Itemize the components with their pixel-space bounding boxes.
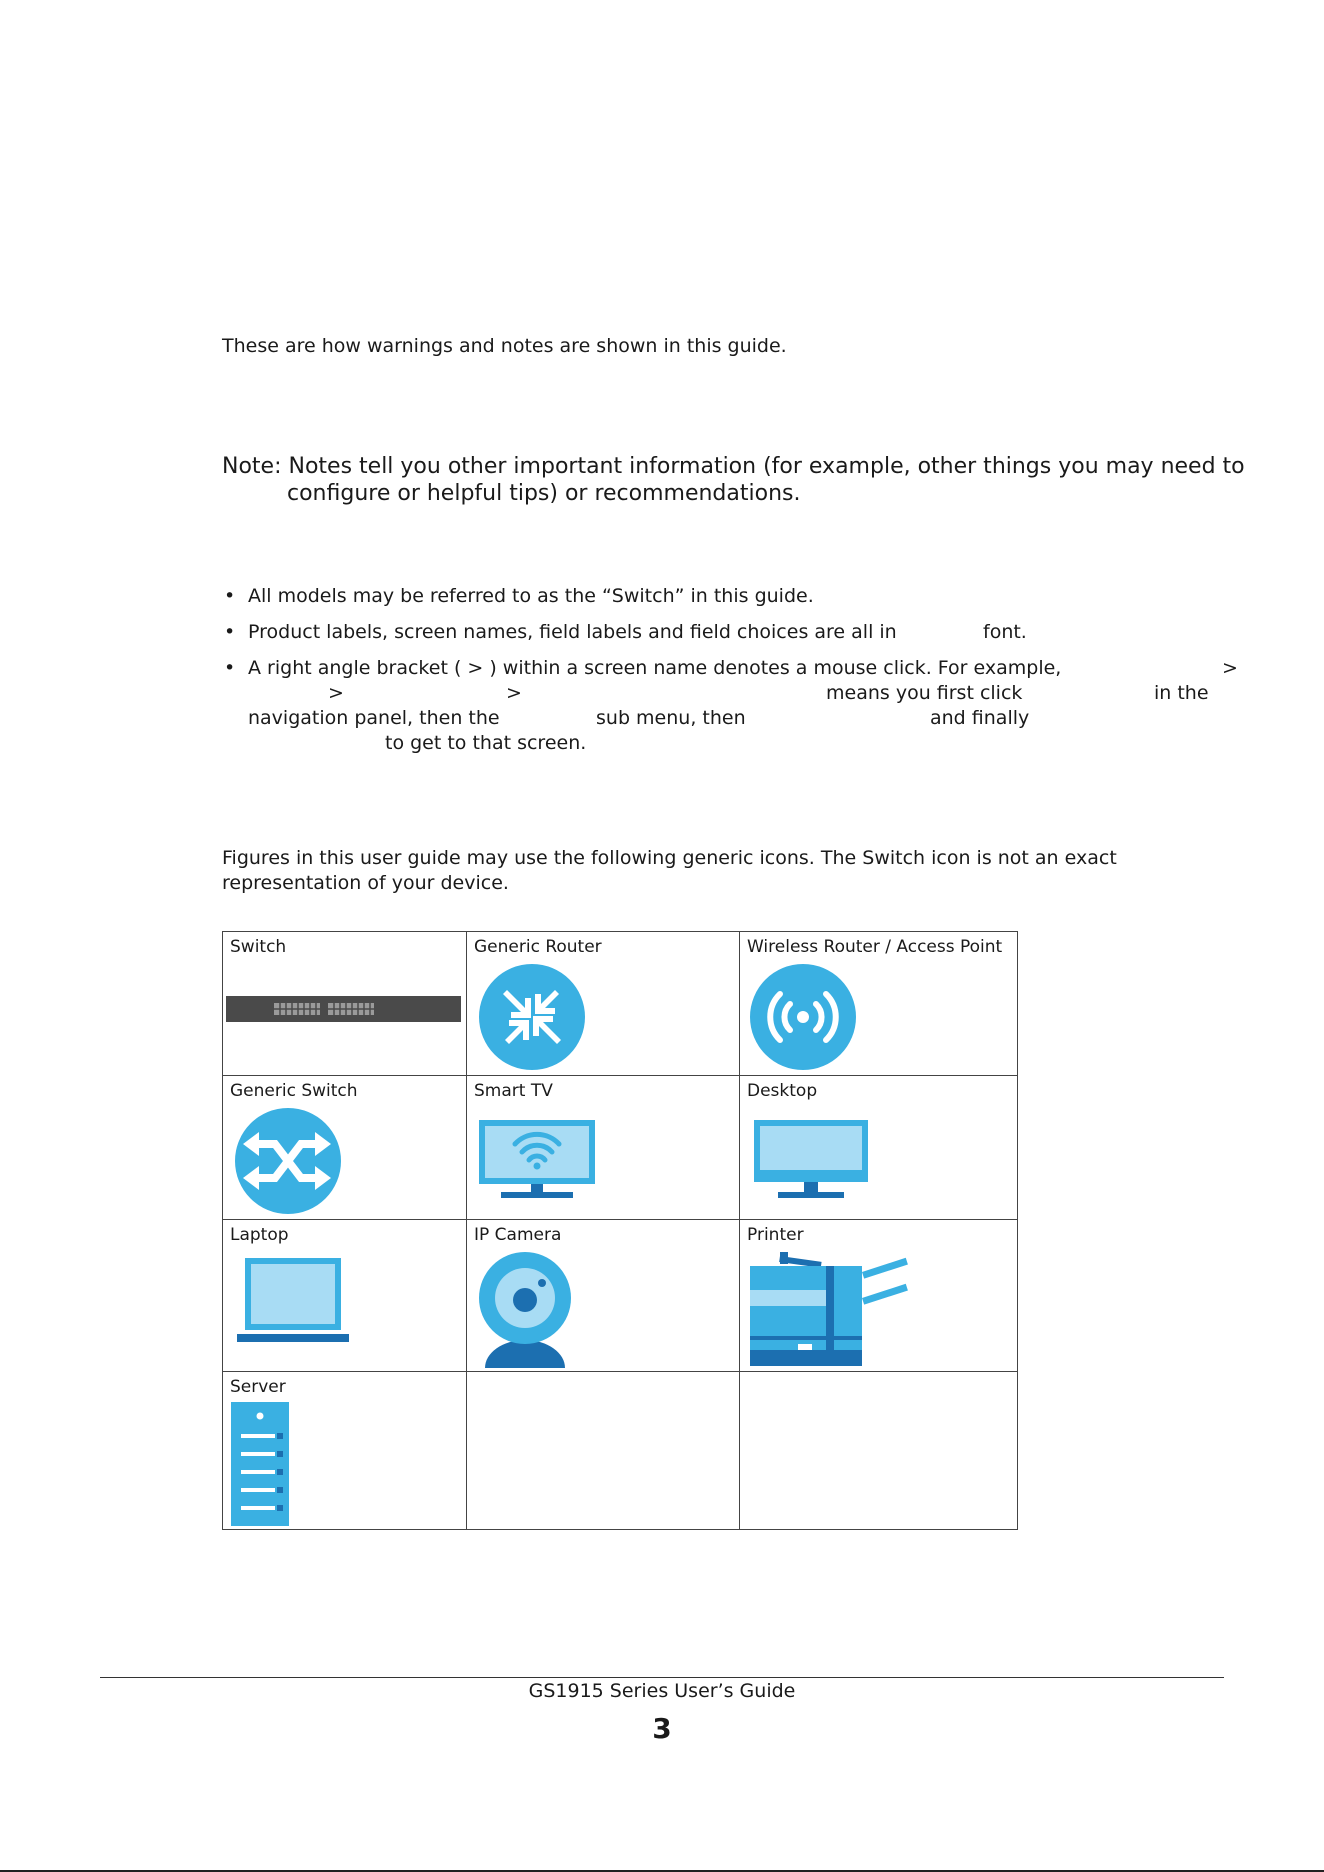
note-line1: Notes tell you other important information (for example, other things you may need to — [288, 454, 1245, 479]
table-cell — [467, 1076, 740, 1220]
figures-intro — [222, 846, 1222, 896]
table-cell — [467, 932, 740, 1076]
switch-icon — [226, 996, 461, 1022]
note-line2: configure or helpful tips) or recommendations. — [287, 481, 801, 506]
cell-label: Laptop — [230, 1225, 289, 1245]
bullet-text: All models may be referred to as the “Switch” in this guide. — [248, 585, 814, 607]
figures-line2: representation of your device. — [222, 872, 509, 894]
table-row — [223, 932, 1018, 1076]
bracket-symbol: > — [1222, 657, 1238, 679]
page-number: 3 — [652, 1712, 672, 1745]
bullet-text: means you first click — [826, 682, 1023, 704]
laptop-icon — [237, 1258, 349, 1344]
figures-line1: Figures in this user guide may use the following generic icons. The Switch icon is not an exact — [222, 847, 1117, 869]
conventions-list — [222, 584, 1238, 767]
table-cell — [467, 1220, 740, 1372]
cell-label: Desktop — [747, 1081, 818, 1101]
bullet-text: and finally — [930, 707, 1030, 729]
bracket-symbol: > — [328, 682, 344, 704]
icon-table — [222, 931, 1018, 1530]
footer-divider — [100, 1677, 1224, 1678]
list-item: • Product labels, screen names, field labels and field choices are all in font. — [224, 621, 1027, 643]
printer-icon — [750, 1252, 914, 1366]
cell-label: Generic Switch — [230, 1081, 358, 1101]
server-icon — [231, 1402, 289, 1526]
intro-text: These are how warnings and notes are shown in this guide. — [222, 335, 787, 357]
table-row — [223, 1372, 1018, 1530]
note-block — [222, 453, 1245, 507]
bullet-text: font. — [983, 621, 1027, 643]
cell-label: Generic Router — [474, 937, 602, 957]
table-cell — [467, 1372, 740, 1530]
desktop-icon — [754, 1120, 868, 1200]
list-item: • All models may be referred to as the “Switch” in this guide. — [224, 585, 814, 607]
note-label: Note: — [222, 454, 282, 479]
ip-camera-icon — [477, 1250, 573, 1368]
bullet-text: navigation panel, then the — [248, 707, 500, 729]
cell-label: IP Camera — [474, 1225, 562, 1245]
table-cell — [740, 1220, 1018, 1372]
table-cell — [740, 1372, 1018, 1530]
table-cell — [223, 1220, 467, 1372]
table-cell — [223, 1076, 467, 1220]
cell-label: Server — [230, 1377, 286, 1397]
table-cell — [740, 1076, 1018, 1220]
bullet-text: A right angle bracket ( > ) within a screen name denotes a mouse click. For example, — [248, 657, 1062, 679]
table-row — [223, 1220, 1018, 1372]
cell-label: Wireless Router / Access Point — [747, 937, 1003, 957]
table-cell — [740, 932, 1018, 1076]
table-cell — [223, 1372, 467, 1530]
footer-title: GS1915 Series User’s Guide — [528, 1680, 796, 1702]
list-item: • A right angle bracket ( > ) within a screen name denotes a mouse click. For example, > > > means you first click in the navigation panel, then the sub menu, then and finally to get to that screen. — [224, 657, 1238, 754]
wireless-router-icon — [750, 964, 856, 1070]
cell-label: Switch — [230, 937, 287, 957]
cell-label: Printer — [747, 1225, 804, 1245]
bracket-symbol: > — [506, 682, 522, 704]
generic-switch-icon — [235, 1108, 341, 1214]
smart-tv-icon — [479, 1120, 595, 1200]
table-cell — [223, 932, 467, 1076]
cell-label: Smart TV — [474, 1081, 553, 1101]
bullet-text: in the — [1154, 682, 1209, 704]
bullet-text: sub menu, then — [596, 707, 746, 729]
generic-router-icon — [479, 964, 585, 1070]
bullet-text: to get to that screen. — [385, 732, 587, 754]
table-row — [223, 1076, 1018, 1220]
bullet-text: Product labels, screen names, field labels and field choices are all in — [248, 621, 897, 643]
